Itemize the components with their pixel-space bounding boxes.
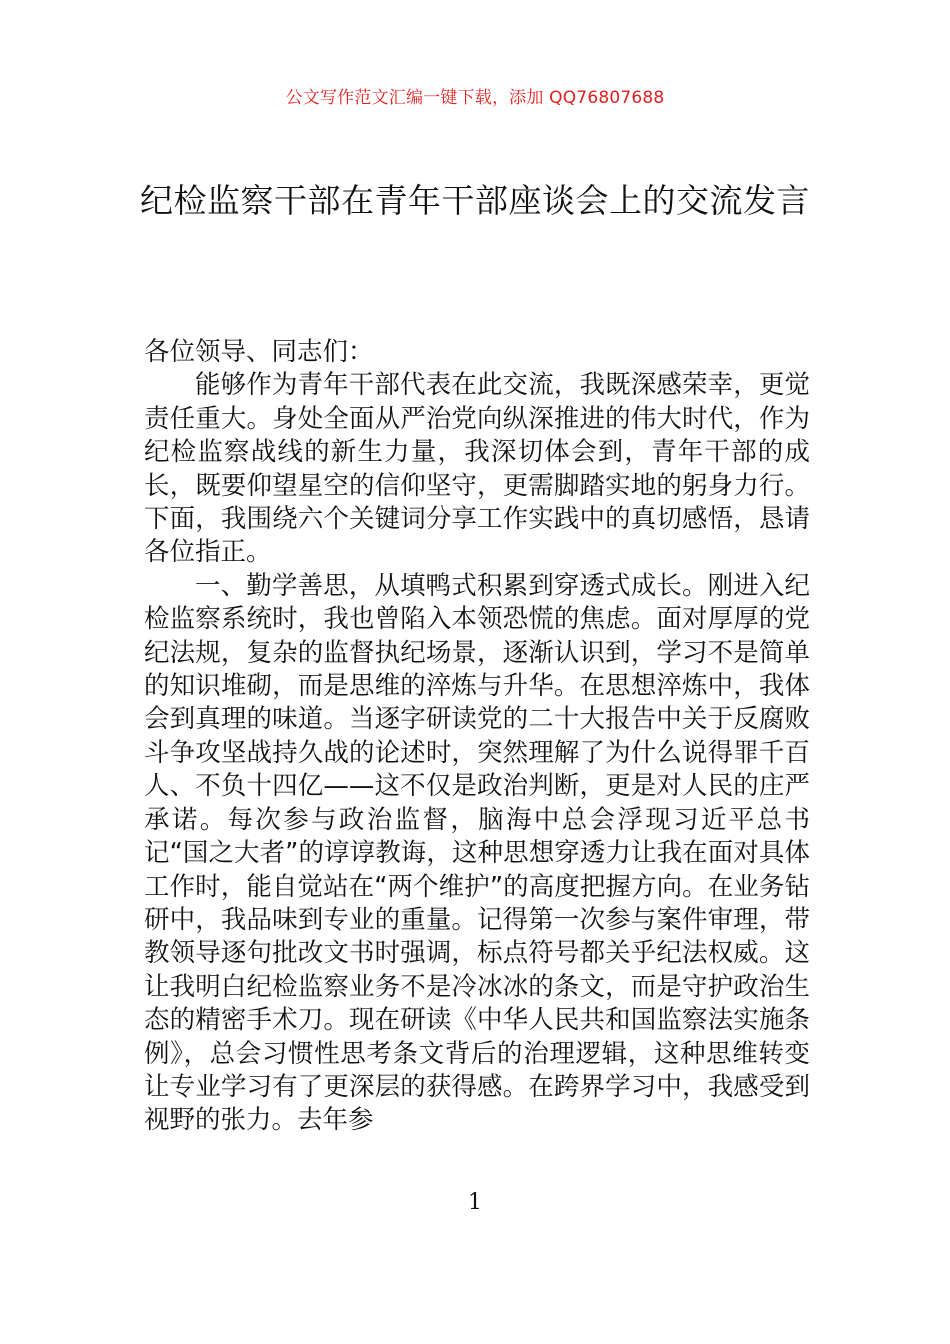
paragraph-intro: 能够作为青年干部代表在此交流，我既深感荣幸，更觉责任重大。身处全面从严治党向纵深推进的伟大时代，作为纪检监察战线的新生力量，我深切体会到，青年干部的成长，既要仰望星空的信仰坚守，更需脚踏实地的躬身力行。下面，我围绕六个关键词分享工作实践中的真切感悟，恳请各位指正。 bbox=[144, 370, 810, 568]
download-banner: 公文写作范文汇编一键下载，添加 QQ76807688 bbox=[285, 88, 665, 108]
page-number: 1 bbox=[468, 1190, 482, 1215]
paragraph-section-one: 一、勤学善思，从填鸭式积累到穿透式成长。刚进入纪检监察系统时，我也曾陷入本领恐慌的焦虑。面对厚厚的党纪法规，复杂的监督执纪场景，逐渐认识到，学习不是简单的知识堆砌，而是思维的淬炼与升华。在思想淬炼中，我体会到真理的味道。当逐字研读党的二十大报告中关于反腐败斗争攻坚战持久战的论述时，突然理解了为什么说得罪千百人、不负十四亿——这不仅是政治判断，更是对人民的庄严承诺。每次参与政治监督，脑海中总会浮现习近平总书记“国之大者”的谆谆教诲，这种思想穿透力让我在面对具体工作时，能自觉站在“两个维护”的高度把握方向。在业务钻研中，我品味到专业的重量。记得第一次参与案件审理，带教领导逐句批改文书时强调，标点符号都关乎纪法权威。这让我明白纪检监察业务不是冷冰冰的条文，而是守护政治生态的精密手术刀。现在研读《中华人民共和国监察法实施条例》，总会习惯性思考条文背后的治理逻辑，这种思维转变让专业学习有了更深层的获得感。在跨界学习中，我感受到视野的张力。去年参 bbox=[144, 570, 810, 1136]
document-body bbox=[144, 336, 810, 1138]
salutation: 各位领导、同志们： bbox=[144, 337, 374, 367]
document-title: 纪检监察干部在青年干部座谈会上的交流发言 bbox=[140, 181, 810, 220]
